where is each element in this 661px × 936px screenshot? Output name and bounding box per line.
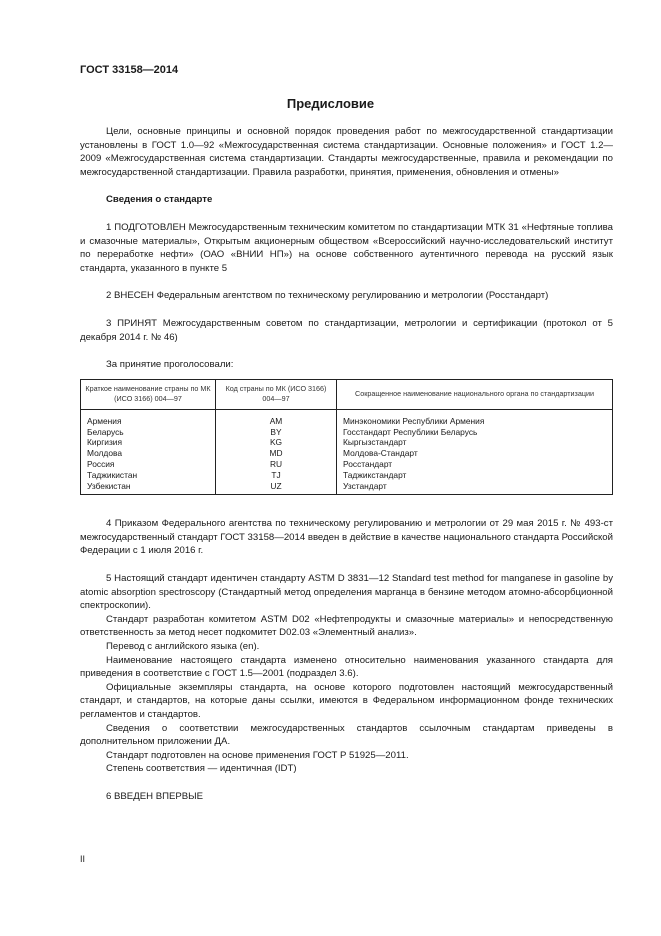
table-row — [81, 427, 613, 438]
country-cell: Таджикистан — [87, 469, 138, 480]
body-cell: Таджикстандарт — [337, 470, 613, 481]
code-cell: AM — [216, 409, 337, 426]
table-row — [81, 409, 613, 426]
document-body — [80, 125, 613, 804]
country-cell: Россия — [87, 458, 115, 469]
column-header-country: Краткое наименование страны по МК (ИСО 3166) 004—97 — [81, 379, 216, 409]
code-cell: BY — [216, 427, 337, 438]
item-5-references-paragraph: Сведения о соответствии межгосударственных стандартов ссылочным стандартам приведены в дополнительном приложении ДА. — [80, 722, 613, 748]
table-row — [81, 437, 613, 448]
table-row — [81, 448, 613, 459]
table-header-row — [81, 379, 613, 409]
document-code-header: ГОСТ 33158—2014 — [80, 64, 179, 76]
item-1-paragraph: 1 ПОДГОТОВЛЕН Межгосударственным техническим комитетом по стандартизации МТК 31 «Нефтяные топлива и смазочные материалы», Открытым акционерным обществом «Всероссийский научно-исследовательский институт по переработке нефти» (ОАО «ВНИИ НП») на основе собственного аутентичного перевода на русский язык стандарта, указанного в пункте 5 — [80, 221, 613, 274]
country-cell: Киргизия — [87, 437, 123, 448]
voted-label: За принятие проголосовали: — [106, 359, 234, 371]
body-cell: Молдова-Стандарт — [337, 448, 613, 459]
country-cell: Молдова — [87, 448, 122, 459]
item-5-official-copies-paragraph: Официальные экземпляры стандарта, на основе которого подготовлен настоящий межгосударственный стандарт, и стандартов, на которые даны ссылки, имеются в Федеральном информационном фонде технических регламентов и стандартов. — [80, 681, 613, 721]
item-2-paragraph: 2 ВНЕСЕН Федеральным агентством по техническому регулированию и метрологии (Росстандарт) — [106, 290, 549, 302]
item-5-translation-paragraph: Перевод с английского языка (en). — [106, 641, 260, 653]
voting-table — [80, 379, 613, 496]
body-cell: Госстандарт Республики Беларусь — [337, 427, 613, 438]
table-row — [81, 481, 613, 495]
country-cell: Беларусь — [87, 426, 124, 437]
page-number: II — [80, 854, 86, 864]
code-cell: MD — [216, 448, 337, 459]
item-5-name-change-paragraph: Наименование настоящего стандарта изменено относительно наименования указанного стандарта для приведения в соответствие с ГОСТ 1.5—2001 (подраздел 3.6). — [80, 654, 613, 680]
item-5-paragraph: 5 Настоящий стандарт идентичен стандарту ASTM D 3831—12 Standard test method for manganese in gasoline by atomic absorption spectroscopy (Стандартный метод определения марганца в бензине методом атомно-абсорбционной спектроскопии). — [80, 573, 613, 612]
body-cell: Росстандарт — [337, 459, 613, 470]
country-cell: Армения — [87, 415, 122, 426]
body-cell: Узстандарт — [337, 481, 613, 495]
code-cell: TJ — [216, 470, 337, 481]
column-header-code: Код страны по МК (ИСО 3166) 004—97 — [216, 379, 337, 409]
column-header-body: Сокращенное наименование национального органа по стандартизации — [337, 379, 613, 409]
code-cell: KG — [216, 437, 337, 448]
code-cell: RU — [216, 459, 337, 470]
body-cell: Кыргызстандарт — [337, 437, 613, 448]
item-5-basis-paragraph: Стандарт подготовлен на основе применения ГОСТ Р 51925—2011. — [106, 749, 409, 761]
table-row — [81, 459, 613, 470]
item-5-developer-paragraph: Стандарт разработан комитетом ASTM D02 «Нефтепродукты и смазочные материалы» и непосредственную ответственность за метод несет подкомитет D02.03 «Элементный анализ». — [80, 613, 613, 639]
code-cell: UZ — [216, 481, 337, 495]
table-row — [81, 470, 613, 481]
section-heading: Сведения о стандарте — [106, 194, 213, 206]
item-4-paragraph: 4 Приказом Федерального агентства по техническому регулированию и метрологии от 29 мая 2015 г. № 493-ст межгосударственный стандарт ГОСТ 33158—2014 введен в действие в качестве национального стандарта Российской Федерации с 1 июля 2016 г. — [80, 518, 613, 557]
item-5-degree-paragraph: Степень соответствия — идентичная (IDT) — [106, 763, 297, 775]
body-cell: Минэкономики Республики Армения — [337, 409, 613, 426]
item-3-paragraph: 3 ПРИНЯТ Межгосударственным советом по стандартизации, метрологии и сертификации (протокол от 5 декабря 2014 г. № 46) — [80, 317, 613, 343]
page-title: Предисловие — [286, 96, 375, 111]
country-cell: Узбекистан — [87, 480, 131, 491]
intro-paragraph: Цели, основные принципы и основной порядок проведения работ по межгосударственной стандартизации установлены в ГОСТ 1.0—92 «Межгосударственная система стандартизации. Основные положения» и ГОСТ 1.2—2009 «Межгосударственная система стандартизации. Стандарты межгосударственные, правила и рекомендации по межгосударственной стандартизации. Правила разработки, принятия, применения, обновления и отмены» — [80, 126, 613, 178]
item-6-paragraph: 6 ВВЕДЕН ВПЕРВЫЕ — [106, 790, 204, 802]
